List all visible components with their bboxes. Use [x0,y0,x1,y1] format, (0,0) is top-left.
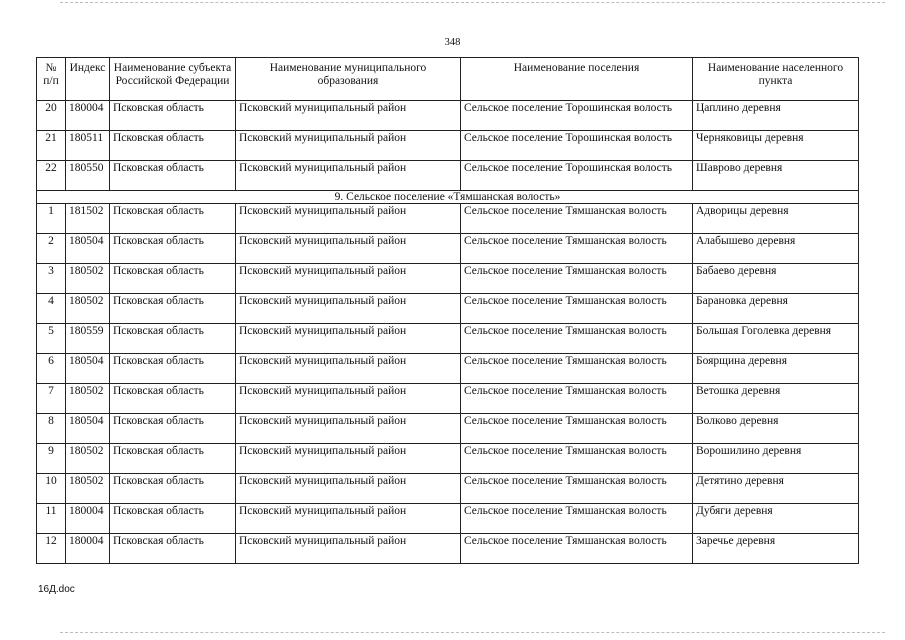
page-number: 348 [444,37,461,48]
cell-index: 180504 [66,234,110,264]
cell-subject: Псковская область [110,534,236,564]
cell-num: 22 [37,161,66,191]
cell-municipality: Псковский муниципальный район [236,324,461,354]
cell-municipality: Псковский муниципальный район [236,414,461,444]
cell-subject: Псковская область [110,234,236,264]
header-subject: Наименование субъекта Российской Федерации [110,58,236,101]
cell-locality: Барановка деревня [693,294,859,324]
cell-subject: Псковская область [110,354,236,384]
cell-num: 1 [37,204,66,234]
header-index: Индекс [66,58,110,101]
cell-num: 21 [37,131,66,161]
cell-locality: Детятино деревня [693,474,859,504]
cell-settlement: Сельское поселение Тямшанская волость [461,534,693,564]
cell-locality: Ветошка деревня [693,384,859,414]
cell-settlement: Сельское поселение Тямшанская волость [461,294,693,324]
cell-num: 7 [37,384,66,414]
cell-subject: Псковская область [110,204,236,234]
table-row [37,444,859,474]
cell-settlement: Сельское поселение Тямшанская волость [461,384,693,414]
table-row [37,504,859,534]
settlements-table [36,57,859,564]
cell-index: 180511 [66,131,110,161]
cell-subject: Псковская область [110,444,236,474]
cell-num: 9 [37,444,66,474]
cell-subject: Псковская область [110,324,236,354]
cell-index: 180004 [66,504,110,534]
header-num: № п/п [37,58,66,101]
cell-index: 180004 [66,534,110,564]
cell-num: 11 [37,504,66,534]
cell-settlement: Сельское поселение Торошинская волость [461,101,693,131]
cell-num: 20 [37,101,66,131]
cell-index: 180504 [66,354,110,384]
cell-locality: Заречье деревня [693,534,859,564]
cell-municipality: Псковский муниципальный район [236,204,461,234]
cell-municipality: Псковский муниципальный район [236,354,461,384]
cell-num: 6 [37,354,66,384]
cell-num: 2 [37,234,66,264]
cell-settlement: Сельское поселение Тямшанская волость [461,264,693,294]
cell-subject: Псковская область [110,264,236,294]
cell-index: 180502 [66,294,110,324]
cell-municipality: Псковский муниципальный район [236,444,461,474]
cell-settlement: Сельское поселение Тямшанская волость [461,354,693,384]
header-settlement: Наименование поселения [461,58,693,101]
cell-num: 8 [37,414,66,444]
section-header-row [37,191,859,204]
cell-locality: Дубяги деревня [693,504,859,534]
table-row [37,204,859,234]
cell-index: 180502 [66,474,110,504]
cell-settlement: Сельское поселение Тямшанская волость [461,204,693,234]
cell-locality: Черняковицы деревня [693,131,859,161]
scan-edge-bottom [60,632,885,633]
cell-index: 180502 [66,264,110,294]
cell-subject: Псковская область [110,161,236,191]
cell-settlement: Сельское поселение Тямшанская волость [461,504,693,534]
cell-index: 180550 [66,161,110,191]
cell-settlement: Сельское поселение Тямшанская волость [461,234,693,264]
cell-num: 12 [37,534,66,564]
table-row [37,354,859,384]
cell-num: 10 [37,474,66,504]
cell-locality: Шаврово деревня [693,161,859,191]
cell-settlement: Сельское поселение Тямшанская волость [461,324,693,354]
cell-subject: Псковская область [110,294,236,324]
cell-municipality: Псковский муниципальный район [236,534,461,564]
cell-municipality: Псковский муниципальный район [236,474,461,504]
footer-filename: 16Д.doc [38,584,75,595]
cell-locality: Ворошилино деревня [693,444,859,474]
cell-settlement: Сельское поселение Торошинская волость [461,131,693,161]
cell-settlement: Сельское поселение Тямшанская волость [461,444,693,474]
cell-municipality: Псковский муниципальный район [236,131,461,161]
cell-settlement: Сельское поселение Тямшанская волость [461,414,693,444]
cell-locality: Адворицы деревня [693,204,859,234]
cell-settlement: Сельское поселение Торошинская волость [461,161,693,191]
cell-municipality: Псковский муниципальный район [236,234,461,264]
cell-locality: Цаплино деревня [693,101,859,131]
table-row [37,474,859,504]
cell-locality: Алабышево деревня [693,234,859,264]
cell-index: 180559 [66,324,110,354]
table-row [37,534,859,564]
header-municipality: Наименование муниципального образования [236,58,461,101]
cell-settlement: Сельское поселение Тямшанская волость [461,474,693,504]
cell-subject: Псковская область [110,414,236,444]
cell-subject: Псковская область [110,474,236,504]
header-locality: Наименование населенного пункта [693,58,859,101]
cell-municipality: Псковский муниципальный район [236,101,461,131]
table-row [37,101,859,131]
cell-index: 180504 [66,414,110,444]
cell-index: 180004 [66,101,110,131]
cell-subject: Псковская область [110,504,236,534]
table-row [37,384,859,414]
section-title: 9. Сельское поселение «Тямшанская волость» [37,191,859,204]
cell-num: 5 [37,324,66,354]
cell-municipality: Псковский муниципальный район [236,264,461,294]
cell-index: 180502 [66,444,110,474]
scan-edge-top [60,2,885,3]
cell-index: 181502 [66,204,110,234]
cell-municipality: Псковский муниципальный район [236,161,461,191]
cell-subject: Псковская область [110,131,236,161]
table-header-row [37,58,859,101]
cell-subject: Псковская область [110,384,236,414]
cell-subject: Псковская область [110,101,236,131]
cell-locality: Боярщина деревня [693,354,859,384]
table-row [37,294,859,324]
cell-municipality: Псковский муниципальный район [236,504,461,534]
cell-locality: Волково деревня [693,414,859,444]
cell-num: 3 [37,264,66,294]
cell-municipality: Псковский муниципальный район [236,294,461,324]
table-row [37,131,859,161]
cell-num: 4 [37,294,66,324]
table-row [37,324,859,354]
table-row [37,264,859,294]
cell-index: 180502 [66,384,110,414]
table-row [37,234,859,264]
table-row [37,414,859,444]
table-row [37,161,859,191]
cell-municipality: Псковский муниципальный район [236,384,461,414]
cell-locality: Большая Гоголевка деревня [693,324,859,354]
cell-locality: Бабаево деревня [693,264,859,294]
